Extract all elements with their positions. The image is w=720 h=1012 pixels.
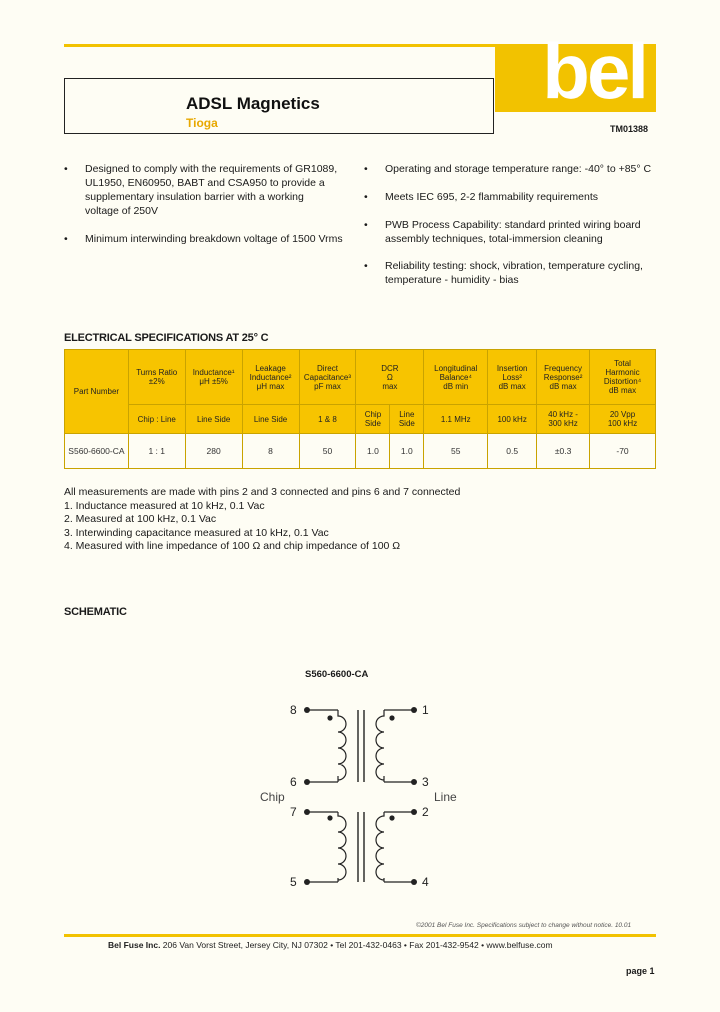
header-text-line: Line Side: [253, 414, 288, 424]
header-text-line: 40 kHz -: [548, 410, 578, 419]
feature-line: UL1950, EN60950, BABT and CSA950 to provide a: [85, 177, 325, 189]
header-text-line: Side: [364, 419, 381, 428]
pin-dot: [411, 779, 417, 785]
electrical-spec-heading: ELECTRICAL SPECIFICATIONS AT 25° C: [64, 332, 269, 344]
header-text-line: Capacitance³: [303, 372, 352, 382]
schematic-part-number: S560-6600-CA: [305, 669, 369, 680]
header-text-line: Harmonic: [605, 368, 640, 377]
schematic-wiring: [307, 710, 414, 882]
bullet-dot: •: [64, 233, 68, 245]
header-text-line: Direct: [317, 363, 338, 373]
polarity-dot: [327, 715, 332, 720]
header-text-line: Chip: [364, 410, 382, 419]
pin-5-label: 5: [290, 875, 297, 889]
pin-dot: [304, 779, 310, 785]
header-text-line: 100 kHz: [497, 414, 527, 424]
header-text-line: 300 kHz: [548, 419, 578, 428]
address-text: 206 Van Vorst Street, Jersey City, NJ 07302 • Tel 201-432-0463 • Fax 201-432-9542 • www.belfuse.com: [160, 940, 553, 950]
header-text-line: dB min: [443, 381, 469, 391]
feature-line: temperature - humidity - bias: [385, 274, 519, 286]
header-text-line: Longitudinal: [434, 363, 478, 373]
chip-label: Chip: [260, 790, 285, 804]
winding-line-upper: [376, 710, 384, 782]
copyright-note: ©2001 Bel Fuse Inc. Specifications subject to change without notice. 10.01: [416, 922, 632, 929]
header-text-line: 1.1 MHz: [440, 414, 471, 424]
logo-text: bel: [542, 27, 646, 115]
feature-line: Reliability testing: shock, vibration, temperature cycling,: [385, 260, 643, 272]
company-name: Bel Fuse Inc.: [108, 940, 161, 950]
schematic-heading: SCHEMATIC: [64, 606, 127, 618]
bullet-dot: •: [364, 191, 368, 203]
pin-dot: [304, 879, 310, 885]
pin-4-label: 4: [422, 875, 429, 889]
winding-chip-upper: [338, 710, 346, 782]
table-cell: 0.5: [488, 434, 537, 469]
table-cell: 55: [424, 434, 488, 469]
footer-rule: [64, 934, 656, 937]
page-title: ADSL Magnetics: [186, 94, 320, 113]
header-text-line: Leakage: [255, 363, 286, 373]
header-text-line: Inductance¹: [192, 368, 235, 377]
pin-dot: [304, 707, 310, 713]
note-line: 3. Interwinding capacitance measured at 10 kHz, 0.1 Vac: [64, 526, 329, 539]
feature-line: supplementary insulation barrier with a working: [85, 191, 304, 203]
header-text-line: Total: [614, 359, 631, 368]
header-text-line: μH ±5%: [199, 377, 228, 386]
feature-line: assembly techniques, total-immersion cleaning: [385, 233, 603, 245]
header-text-line: dB max: [608, 386, 637, 395]
table-cell: 1.0: [390, 434, 424, 469]
header-text-line: ±2%: [148, 377, 165, 386]
page-subtitle: Tioga: [186, 116, 218, 130]
winding-line-lower: [376, 812, 384, 882]
note-line: 4. Measured with line impedance of 100 Ω and chip impedance of 100 Ω: [64, 540, 401, 552]
header-text-line: 20 Vpp: [609, 410, 636, 419]
header-text-line: Side: [398, 419, 415, 428]
polarity-dot: [327, 815, 332, 820]
header-text-line: Turns Ratio: [136, 368, 178, 377]
pin-dot: [304, 809, 310, 815]
pin-8-label: 8: [290, 703, 297, 717]
bullet-dot: •: [364, 219, 368, 231]
header-text-line: max: [382, 381, 398, 391]
feature-line: Operating and storage temperature range: -40° to +85° C: [385, 163, 652, 175]
header-text-line: μH max: [256, 381, 285, 391]
bullet-dot: •: [364, 260, 368, 272]
header-part-number: Part Number: [65, 350, 129, 434]
header-text-line: Distortion⁴: [603, 377, 642, 386]
pin-7-label: 7: [290, 805, 297, 819]
table-cell: 50: [299, 434, 356, 469]
table-cell: 1 : 1: [128, 434, 185, 469]
bullet-dot: •: [64, 163, 68, 175]
table-cell: ±0.3: [537, 434, 590, 469]
feature-line: voltage of 250V: [85, 205, 158, 217]
header-text-line: DCR: [381, 363, 399, 373]
table-cell: -70: [590, 434, 656, 469]
header-text-line: 100 kHz: [607, 419, 638, 428]
table-cell: 280: [185, 434, 242, 469]
pin-dot: [411, 879, 417, 885]
header-text-line: Loss²: [502, 372, 522, 382]
header-text-line: 1 & 8: [318, 414, 337, 424]
header-text-line: Response²: [543, 372, 583, 382]
header-text-line: Insertion: [496, 363, 528, 373]
table-cell: 1.0: [356, 434, 390, 469]
header-text-line: dB max: [498, 381, 526, 391]
header-text-line: Line Side: [196, 414, 231, 424]
pin-dots: [304, 707, 417, 885]
footer-address: [108, 940, 553, 950]
pin-2-label: 2: [422, 805, 429, 819]
pin-dot: [411, 707, 417, 713]
bullet-dot: •: [364, 163, 368, 175]
pin-1-label: 1: [422, 703, 429, 717]
table-cell-part-number: S560-6600-CA: [65, 434, 129, 469]
polarity-dot: [389, 715, 394, 720]
pin-3-label: 3: [422, 775, 429, 789]
feature-line: Designed to comply with the requirements of GR1089,: [85, 163, 338, 175]
feature-line: PWB Process Capability: standard printed wiring board: [385, 219, 641, 231]
pin-dot: [411, 809, 417, 815]
winding-chip-lower: [338, 812, 346, 882]
note-line: 1. Inductance measured at 10 kHz, 0.1 Vac: [64, 499, 265, 512]
header-text-line: pF max: [314, 381, 341, 391]
table-cell: 8: [242, 434, 299, 469]
header-text-line: Frequency: [544, 363, 582, 373]
feature-line: Minimum interwinding breakdown voltage of 1500 Vrms: [85, 233, 343, 245]
line-label: Line: [434, 790, 457, 804]
polarity-dot: [389, 815, 394, 820]
page-number: page 1: [626, 966, 655, 976]
feature-line: Meets IEC 695, 2-2 flammability requirements: [385, 191, 598, 203]
header-text-line: Ω: [386, 372, 393, 382]
note-line: All measurements are made with pins 2 and 3 connected and pins 6 and 7 connected: [64, 486, 461, 498]
header-text-line: Line: [399, 410, 415, 419]
document-number: TM01388: [610, 124, 649, 134]
header-text-line: Chip : Line: [137, 414, 176, 424]
header-text-line: Inductance²: [249, 372, 292, 382]
pin-6-label: 6: [290, 775, 297, 789]
note-line: 2. Measured at 100 kHz, 0.1 Vac: [64, 513, 217, 525]
header-text-line: dB max: [549, 381, 577, 391]
header-text-line: Balance⁴: [439, 372, 472, 382]
